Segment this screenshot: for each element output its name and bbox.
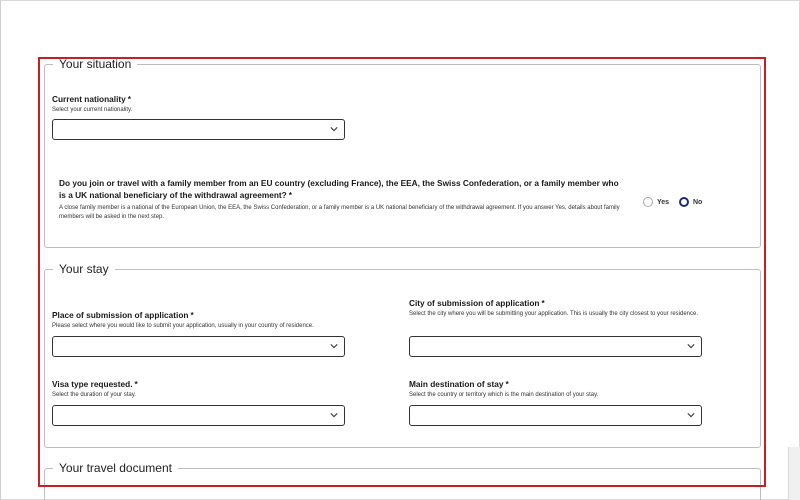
required-mark: * — [134, 379, 138, 389]
place-submission-hint: Please select where you would like to submit your application, usually in your country of residence. — [52, 323, 314, 329]
required-mark: * — [541, 298, 545, 308]
required-mark: * — [505, 379, 509, 389]
family-question-label: Do you join or travel with a family member from an EU country (excluding France), the EEA, the Swiss Confederation, or a family member who is a UK national beneficiary of the withdrawal agreement? * — [59, 178, 619, 201]
visa-type-label: Visa type requested. * — [52, 379, 138, 389]
city-submission-hint: Select the city where you will be submitting your application. This is usually the city closest to your residence. — [409, 311, 699, 317]
travel-document-legend: Your travel document — [59, 461, 172, 475]
required-mark: * — [190, 310, 194, 320]
radio-yes-label: Yes — [657, 198, 670, 206]
required-mark: * — [127, 94, 131, 104]
city-submission-label: City of submission of application * — [409, 298, 545, 308]
scrollbar[interactable] — [788, 447, 800, 500]
highlight-box — [38, 57, 766, 487]
family-question-hint: A close family member is a national of the European Union, the EEA, the Swiss Confederation, or a family member is a UK national beneficiary of the withdrawal agreement. If you answer Yes, details about family members will be asked in the next step. — [59, 205, 620, 220]
place-submission-label: Place of submission of application * — [52, 310, 194, 320]
main-destination-label: Main destination of stay * — [409, 379, 509, 389]
visa-type-hint: Select the duration of your stay. — [52, 392, 136, 398]
nationality-hint: Select your current nationality. — [52, 107, 133, 113]
nationality-label: Current nationality * — [52, 94, 131, 104]
stay-legend: Your stay — [59, 262, 109, 276]
radio-no-label: No — [693, 198, 703, 206]
situation-legend: Your situation — [59, 57, 132, 71]
required-mark: * — [288, 190, 292, 201]
main-destination-hint: Select the country or territory which is the main destination of your stay. — [409, 392, 599, 398]
